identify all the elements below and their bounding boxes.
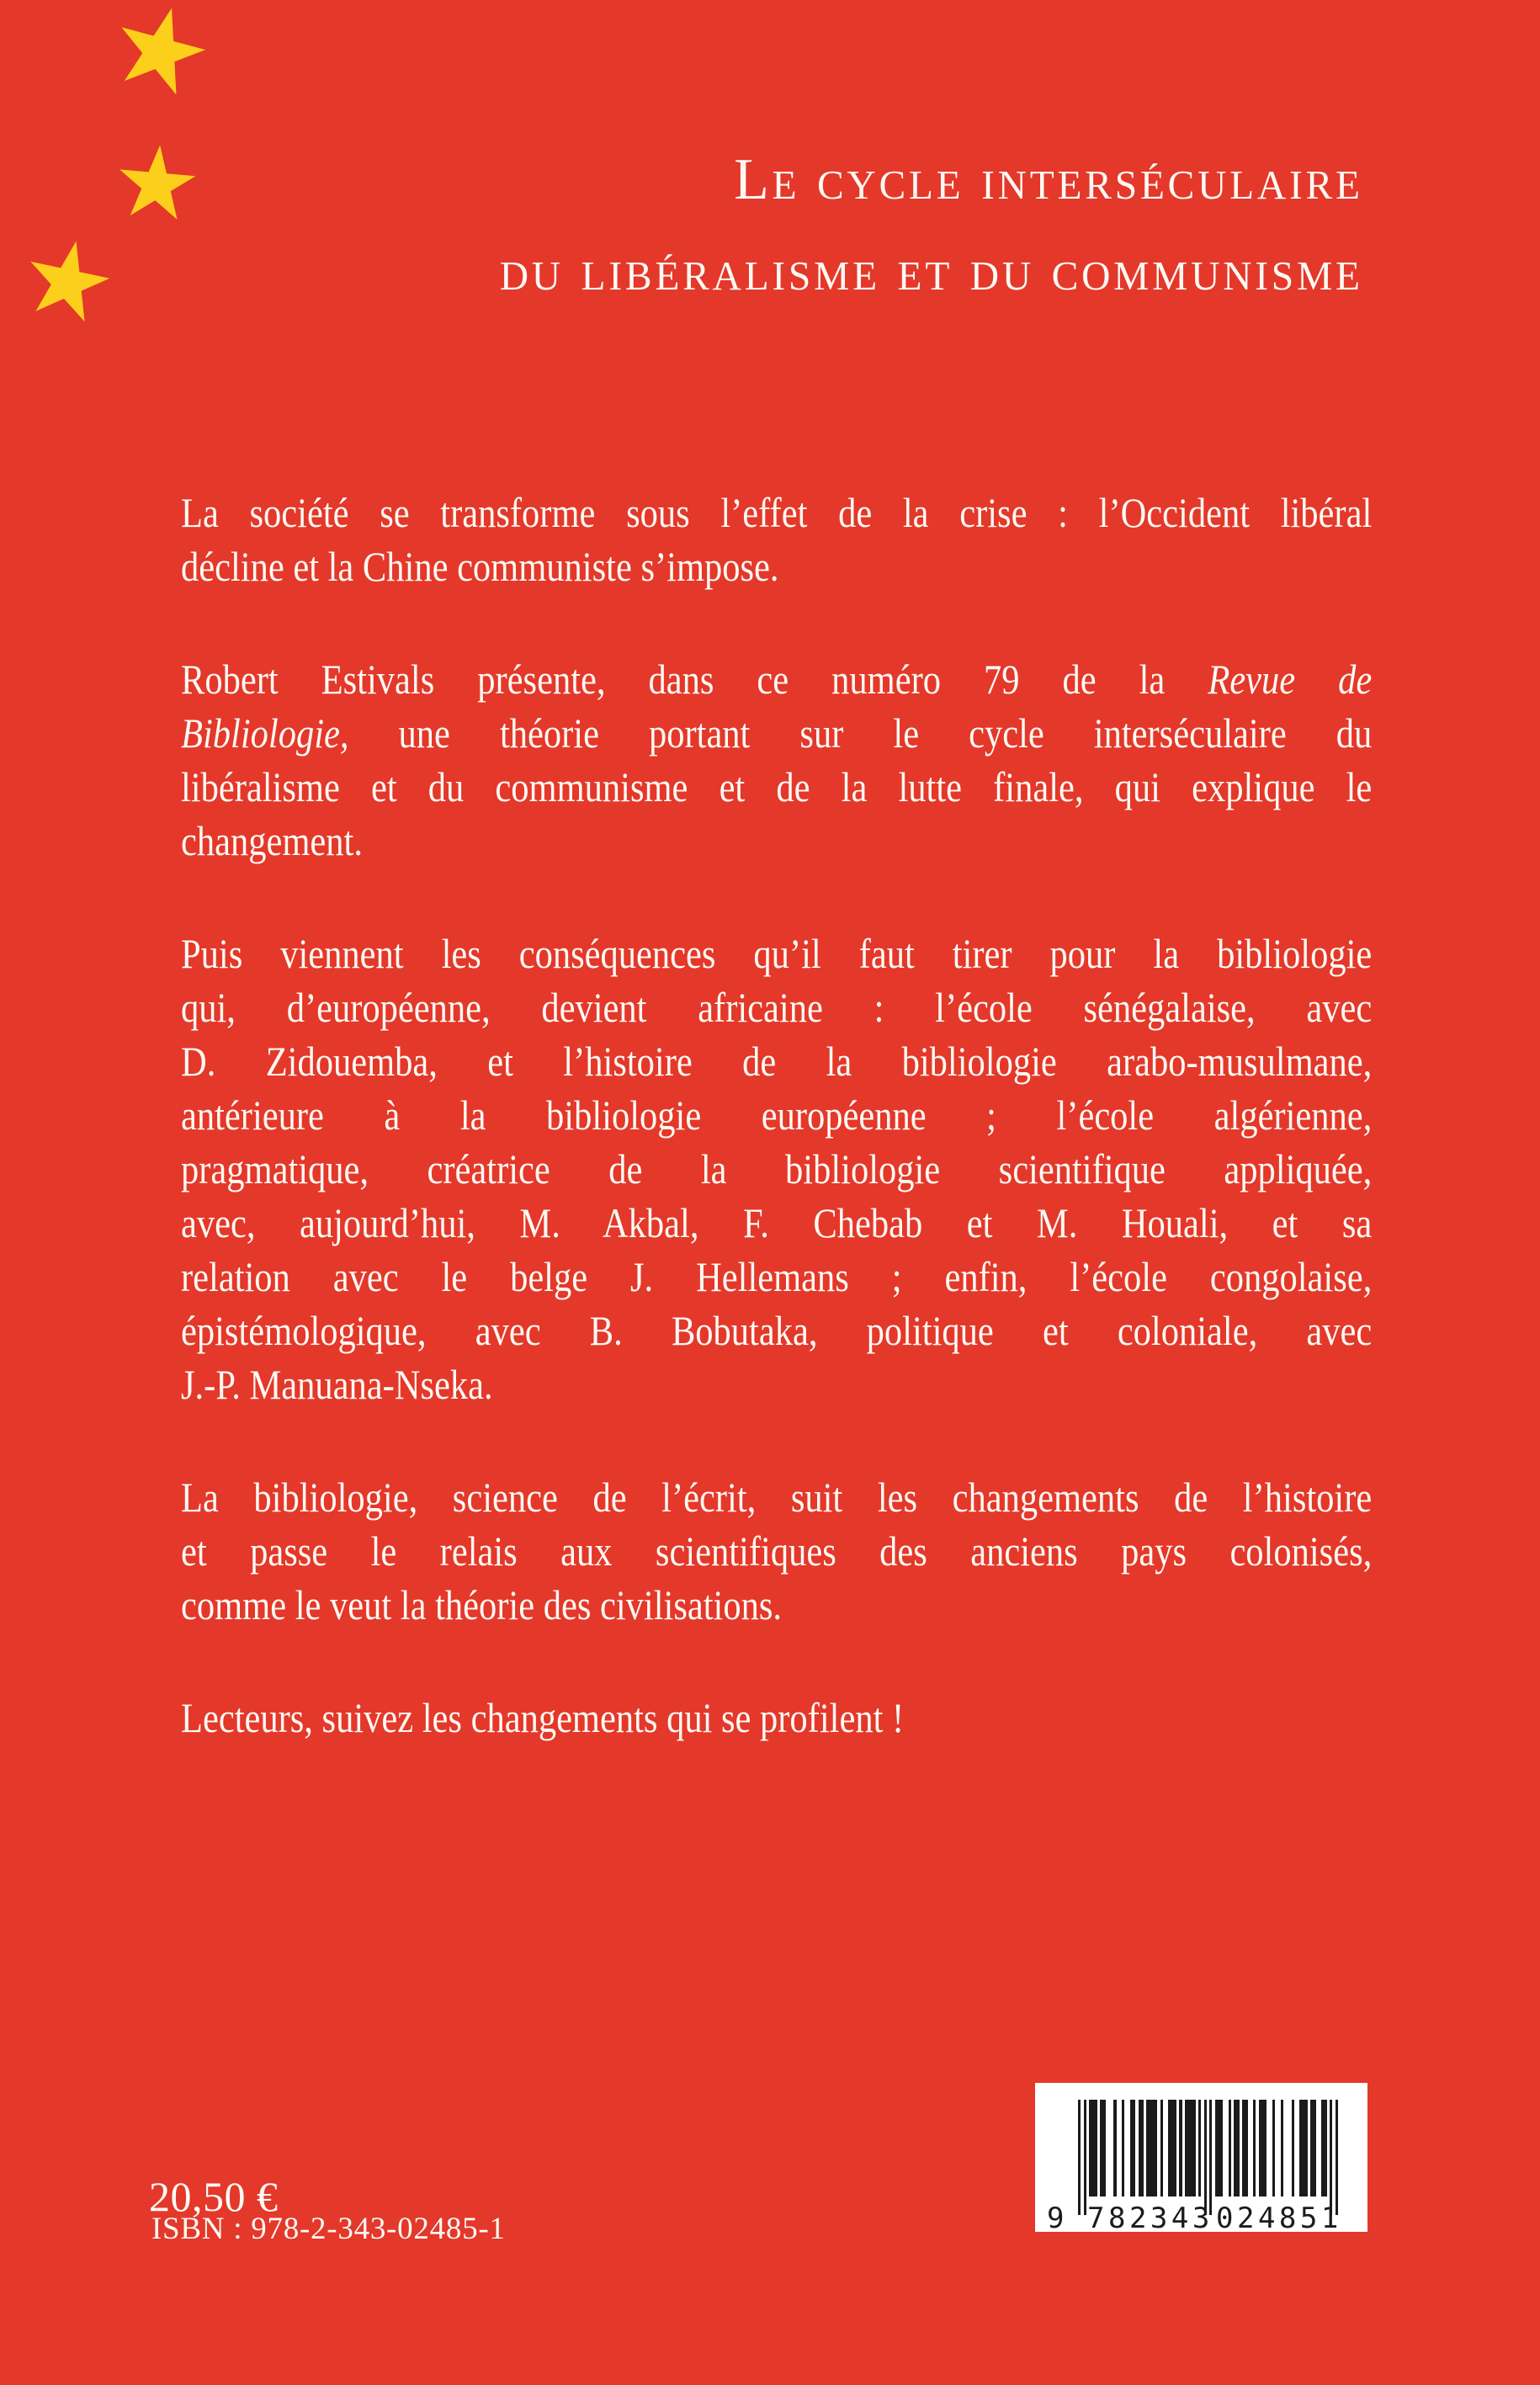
paragraph — [181, 927, 1372, 1411]
text: changement. — [181, 817, 363, 864]
star-icon — [101, 0, 219, 111]
italic-text: Bibliologie, — [181, 709, 349, 757]
paragraph — [181, 1691, 1372, 1745]
text-line — [181, 1304, 1372, 1357]
text: et passe le relais aux scientifiques des anciens pays colonisés, — [181, 1527, 1373, 1575]
barcode-digits-group1: 782343 — [1087, 2202, 1213, 2235]
text: avec, aujourd’hui, M. Akbal, F. Chebab et M. Houali, et sa — [181, 1199, 1373, 1246]
text: Lecteurs, suivez les changements qui se profilent ! — [181, 1694, 905, 1741]
text: La bibliologie, science de l’écrit, suit les changements de l’histoire — [181, 1474, 1373, 1521]
text-line — [181, 652, 1372, 706]
text: relation avec le belge J. Hellemans ; enfin, l’école congolaise, — [181, 1253, 1373, 1300]
book-title-line1: Le cycle interséculaire — [734, 147, 1363, 212]
barcode-prefix-digit: 9 — [1047, 2202, 1065, 2235]
star-icon — [111, 140, 202, 231]
text-line — [181, 1357, 1372, 1411]
text-line — [181, 1034, 1372, 1088]
text: qui, d’européenne, devient africaine : l’école sénégalaise, avec — [181, 984, 1373, 1031]
text-line — [181, 927, 1372, 980]
text: décline et la Chine communiste s’impose. — [181, 543, 779, 590]
isbn-label: ISBN : 978-2-343-02485-1 — [151, 2212, 506, 2246]
paragraph — [181, 486, 1372, 593]
text-line — [181, 980, 1372, 1034]
book-title — [500, 135, 1363, 316]
text-line — [181, 1691, 1372, 1745]
text: épistémologique, avec B. Bobutaka, politique et coloniale, avec — [181, 1307, 1373, 1354]
text: une théorie portant sur le cycle interséculaire du — [348, 709, 1373, 757]
text: libéralisme et du communisme et de la lutte finale, qui explique le — [181, 763, 1373, 810]
text: comme le veut la théorie des civilisations. — [181, 1581, 783, 1628]
book-title-line2: du libéralisme et du communisme — [499, 238, 1363, 303]
barcode-bars — [1078, 2100, 1338, 2215]
text: La société se transforme sous l’effet de la crise : l’Occident libéral — [181, 489, 1373, 536]
text: Robert Estivals présente, dans ce numéro 79 de la — [181, 656, 1208, 703]
italic-text: Revue de — [1208, 656, 1373, 703]
text-line — [181, 760, 1372, 814]
text-line — [181, 1470, 1372, 1524]
text: Puis viennent les conséquences qu’il faut tirer pour la bibliologie — [181, 930, 1373, 977]
text: pragmatique, créatrice de la bibliologie scientifique appliquée, — [181, 1145, 1373, 1192]
text-line — [181, 1524, 1372, 1578]
back-cover-blurb — [181, 486, 1372, 1745]
star-icon — [14, 230, 120, 336]
text-line — [181, 1142, 1372, 1196]
text-line — [181, 1250, 1372, 1304]
text: D. Zidouemba, et l’histoire de la bibliologie arabo-musulmane, — [181, 1038, 1373, 1085]
text: antérieure à la bibliologie européenne ; l’école algérienne, — [181, 1092, 1373, 1139]
text-line — [181, 706, 1372, 760]
text: J.-P. Manuana-Nseka. — [181, 1361, 493, 1408]
paragraph — [181, 652, 1372, 868]
text-line — [181, 1088, 1372, 1142]
price: 20,50 € — [149, 2173, 279, 2220]
text-line — [181, 539, 1372, 593]
text-line — [181, 814, 1372, 868]
text-line — [181, 1196, 1372, 1250]
text-line — [181, 486, 1372, 539]
paragraph — [181, 1470, 1372, 1632]
barcode-bar — [1336, 2100, 1338, 2215]
barcode — [1035, 2083, 1367, 2235]
barcode-digits-group2: 024851 — [1216, 2202, 1342, 2235]
text-line — [181, 1578, 1372, 1632]
